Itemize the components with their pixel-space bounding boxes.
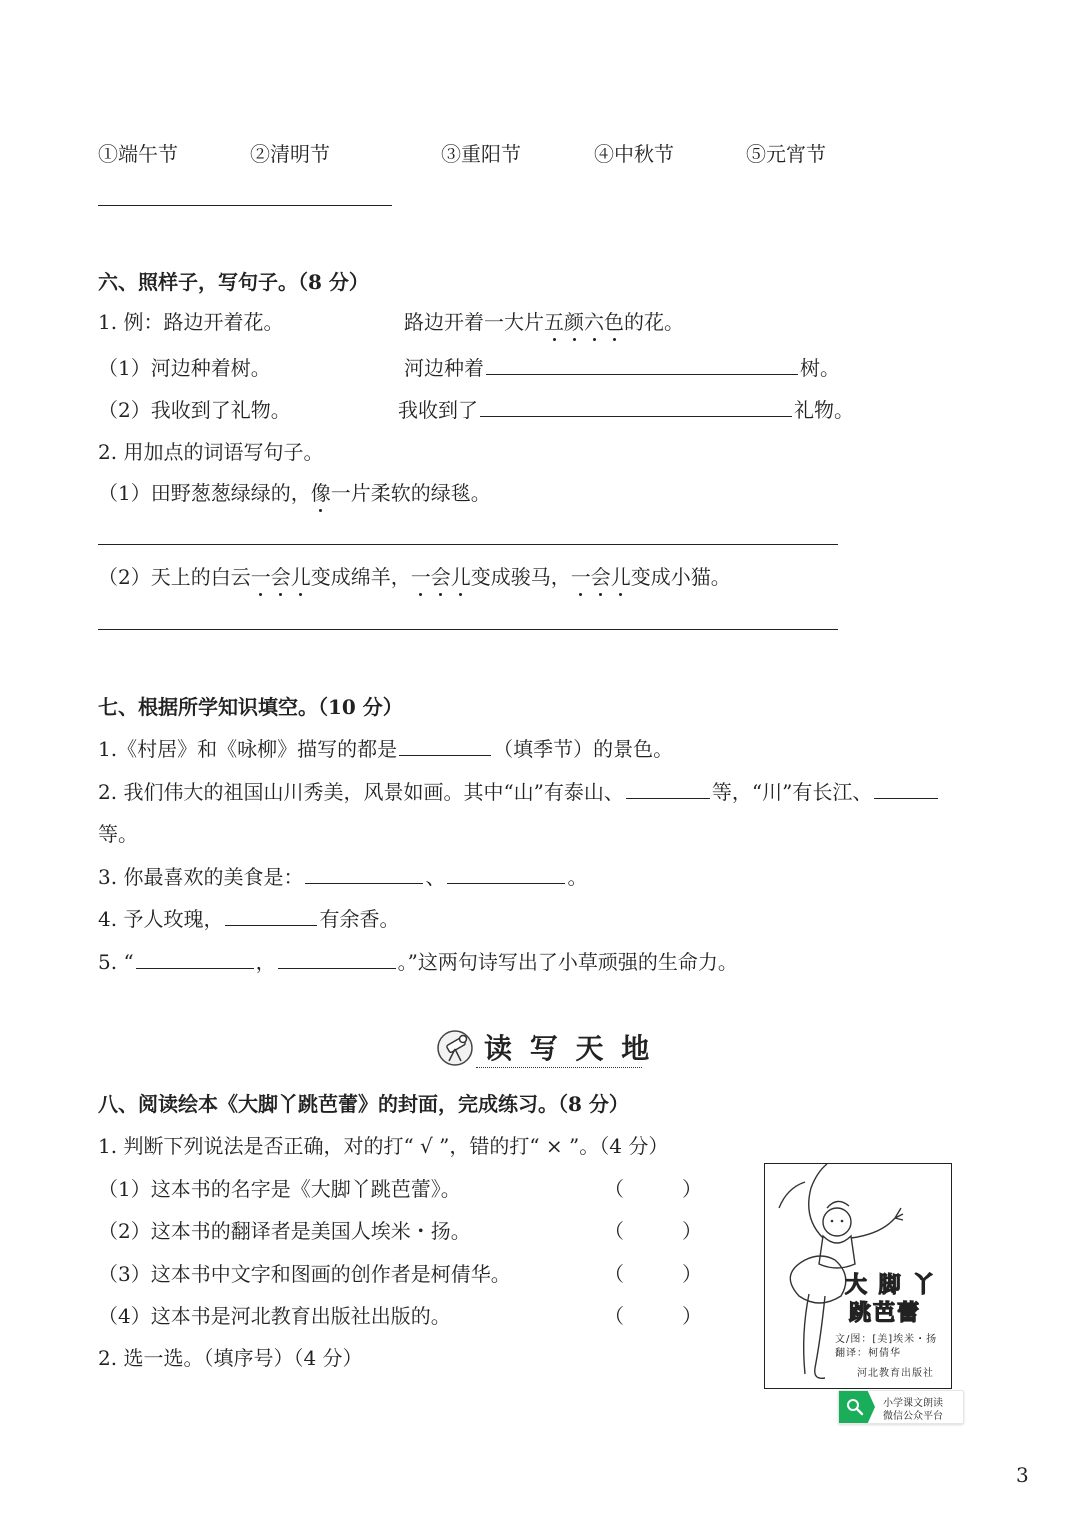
section-6-title: 六、照样子，写句子。（8 分） — [98, 270, 369, 294]
festival-answer-line[interactable] — [98, 205, 392, 206]
s8-item-2-paren-open: （ — [604, 1219, 624, 1243]
s6-example-label: 1. 例：路边开着花。 — [98, 310, 284, 334]
s8-item-3: （3）这本书中文字和图画的创作者是柯倩华。 — [98, 1262, 511, 1286]
s7-q5: 5. “ ， 。”这两句诗写出了小草顽强的生命力。 — [98, 950, 738, 974]
cover-author: 文/图：[美]埃米・扬 — [835, 1334, 938, 1345]
s6-part2-q1: （1）田野葱葱绿绿的，像一片柔软的绿毯。 — [98, 477, 491, 506]
banner-underline — [476, 1067, 642, 1068]
page-number: 3 — [1016, 1463, 1029, 1487]
section-8-title: 八、阅读绘本《大脚丫跳芭蕾》的封面，完成练习。（8 分） — [98, 1092, 629, 1116]
s6-part2-q1-answer-line[interactable] — [98, 544, 838, 545]
s8-item-2-paren-close: ） — [682, 1219, 702, 1243]
telescope-icon — [435, 1028, 475, 1068]
s7-q2-blank-1[interactable] — [626, 778, 710, 799]
s7-q4: 4. 予人玫瑰， 有余香。 — [98, 907, 400, 931]
s7-q5-blank-1[interactable] — [136, 948, 254, 969]
festival-option-5: ⑤元宵节 — [746, 142, 826, 166]
s7-q3-blank-2[interactable] — [447, 863, 565, 884]
s6-part2-q2-answer-line[interactable] — [98, 629, 838, 630]
s8-item-3-paren-open: （ — [604, 1262, 624, 1286]
festival-option-4: ④中秋节 — [594, 142, 674, 166]
wechat-badge — [838, 1390, 964, 1424]
search-icon — [845, 1397, 865, 1417]
festival-option-3: ③重阳节 — [441, 142, 521, 166]
s8-item-1: （1）这本书的名字是《大脚丫跳芭蕾》。 — [98, 1177, 461, 1201]
banner-title: 读 写 天 地 — [484, 1032, 654, 1065]
s8-part2-title: 2. 选一选。（填序号）（4 分） — [98, 1346, 363, 1370]
s7-q3: 3. 你最喜欢的美食是： 、 。 — [98, 865, 588, 889]
s8-item-4: （4）这本书是河北教育出版社出版的。 — [98, 1304, 451, 1328]
s8-item-1-paren-close: ） — [682, 1177, 702, 1201]
s6-example-sentence: 路边开着一大片五颜六色的花。 — [404, 306, 684, 335]
s7-q3-blank-1[interactable] — [305, 863, 423, 884]
s7-q1-blank[interactable] — [399, 735, 491, 756]
s6-q2-source: （2）我收到了礼物。 — [98, 398, 291, 422]
s6-q2-blank[interactable] — [480, 396, 792, 417]
book-cover — [764, 1163, 952, 1389]
badge-line-2: 微信公众平台 — [883, 1411, 943, 1422]
s8-item-4-paren-close: ） — [682, 1304, 702, 1328]
s6-q1-target: 河边种着 树。 — [404, 356, 840, 380]
s7-q5-blank-2[interactable] — [278, 948, 396, 969]
s8-item-3-answer[interactable] — [626, 1255, 680, 1281]
cover-publisher: 河北教育出版社 — [857, 1368, 934, 1379]
s6-q1-blank[interactable] — [486, 354, 798, 375]
s8-item-2: （2）这本书的翻译者是美国人埃米・扬。 — [98, 1219, 471, 1243]
cover-title-line-2: 跳芭蕾 — [849, 1301, 922, 1326]
s6-part2-title: 2. 用加点的词语写句子。 — [98, 440, 324, 464]
badge-line-1: 小学课文朗读 — [883, 1398, 943, 1409]
s7-q2-continued: 等。 — [98, 822, 138, 846]
s7-q2: 2. 我们伟大的祖国山川秀美，风景如画。其中“山”有泰山、 等，“川”有长江、 — [98, 776, 940, 805]
festival-option-1: ①端午节 — [98, 142, 178, 166]
s8-item-4-answer[interactable] — [626, 1297, 680, 1323]
s6-q1-source: （1）河边种着树。 — [98, 356, 271, 380]
s8-item-4-paren-open: （ — [604, 1304, 624, 1328]
s8-part1-title: 1. 判断下列说法是否正确，对的打“ √ ”，错的打“ × ”。（4 分） — [98, 1134, 669, 1158]
s7-q1: 1.《村居》和《咏柳》描写的都是 （填季节）的景色。 — [98, 737, 674, 761]
s8-item-3-paren-close: ） — [682, 1262, 702, 1286]
s7-q4-blank[interactable] — [225, 905, 317, 926]
s8-item-2-answer[interactable] — [626, 1212, 680, 1238]
s6-part2-q2: （2）天上的白云一会儿变成绵羊，一会儿变成骏马，一会儿变成小猫。 — [98, 561, 731, 590]
s8-item-1-answer[interactable] — [626, 1170, 680, 1196]
section-7-title: 七、根据所学知识填空。（10 分） — [98, 695, 403, 719]
s6-q2-target: 我收到了 礼物。 — [398, 398, 854, 422]
cover-title-line-1: 大 脚 丫 — [845, 1273, 937, 1298]
s7-q2-blank-2[interactable] — [874, 778, 938, 799]
festival-option-2: ②清明节 — [250, 142, 330, 166]
cover-translator: 翻译：柯倩华 — [835, 1348, 901, 1359]
s8-item-1-paren-open: （ — [604, 1177, 624, 1201]
